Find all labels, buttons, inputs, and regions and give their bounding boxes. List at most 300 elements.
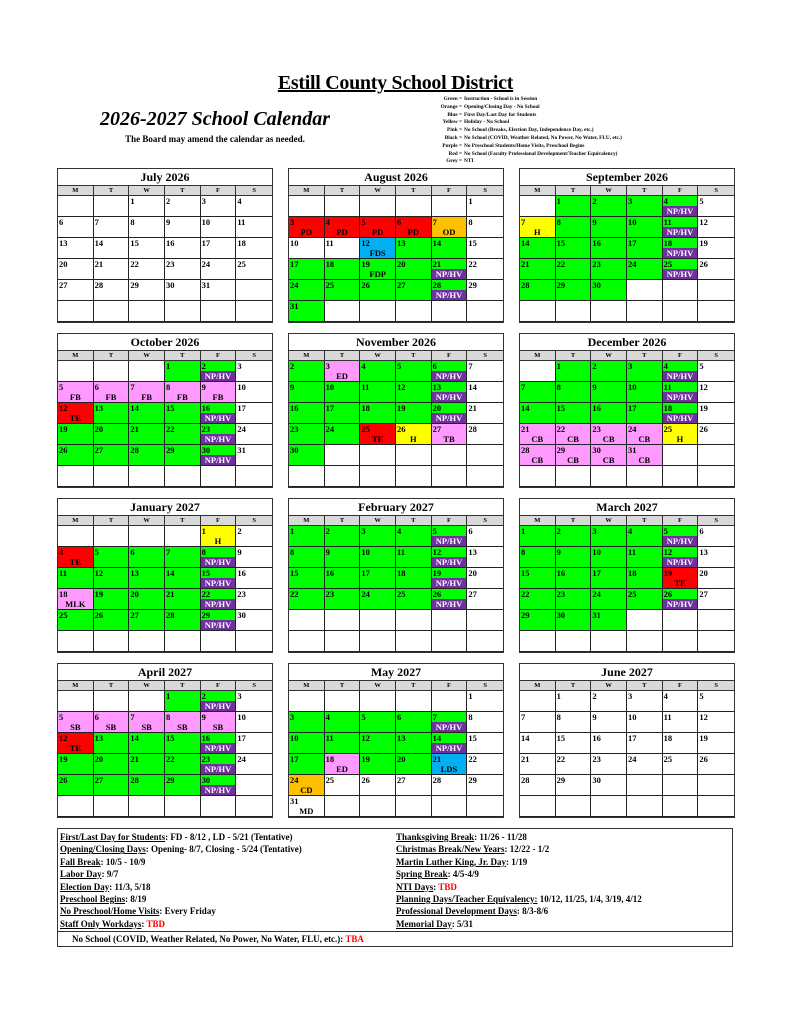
- day-code: CB: [531, 434, 544, 444]
- day-code: FB: [69, 392, 81, 402]
- empty-cell: [520, 301, 556, 322]
- month-title: September 2026: [520, 169, 734, 186]
- month-calendar: [519, 663, 735, 818]
- day-cell: [520, 547, 556, 568]
- day-number: 7: [130, 382, 135, 392]
- day-number: 12: [699, 382, 708, 392]
- key-date-value: : FD - 8/12 , LD - 5/21 (Tentative): [165, 832, 293, 842]
- day-code: FB: [141, 392, 153, 402]
- day-number: 23: [325, 589, 335, 599]
- day-cell: [467, 691, 503, 712]
- key-date-label: Planning Days/Teacher Equivalency:: [396, 893, 538, 904]
- empty-cell: [165, 466, 201, 487]
- day-cell: [360, 403, 396, 424]
- day-code: PD: [371, 227, 384, 237]
- day-number: 28: [521, 445, 530, 455]
- day-number: 20: [432, 403, 442, 413]
- empty-cell: [360, 445, 396, 466]
- empty-cell: [236, 775, 272, 796]
- day-cell: [698, 691, 734, 712]
- day-number: 30: [290, 445, 299, 455]
- empty-cell: [165, 526, 201, 547]
- day-cell: [432, 526, 468, 547]
- empty-cell: [432, 796, 468, 817]
- day-cell: [94, 547, 130, 568]
- key-date-item: [60, 856, 396, 868]
- day-code: NP/HV: [663, 536, 698, 546]
- weekday-header: W: [129, 516, 165, 525]
- day-cell: [360, 733, 396, 754]
- day-cell: [520, 775, 556, 796]
- month-calendar: [57, 168, 273, 323]
- day-number: 21: [94, 259, 104, 269]
- color-legend: [392, 96, 622, 166]
- day-cell: [432, 568, 468, 589]
- day-code: NP/HV: [663, 599, 698, 609]
- day-code: PD: [300, 227, 312, 237]
- day-cell: [58, 568, 94, 589]
- day-code: PD: [407, 227, 419, 237]
- month-title: July 2026: [58, 169, 272, 186]
- day-cell: [591, 403, 627, 424]
- day-cell: [360, 526, 396, 547]
- day-cell: [663, 382, 699, 403]
- day-cell: [289, 382, 325, 403]
- day-number: 4: [361, 361, 366, 371]
- day-number: 28: [130, 445, 139, 455]
- empty-cell: [432, 466, 468, 487]
- day-cell: [698, 382, 734, 403]
- key-date-value: : 9/7: [101, 869, 119, 880]
- weekday-header: S: [714, 352, 718, 359]
- day-cell: [325, 775, 361, 796]
- empty-cell: [520, 796, 556, 817]
- weekday-header: T: [325, 516, 361, 525]
- day-number: 23: [201, 424, 211, 434]
- day-number: 9: [290, 382, 295, 392]
- day-cell: [663, 403, 699, 424]
- legend-meaning: First Day/Last Day for Students: [464, 111, 537, 118]
- empty-cell: [698, 280, 734, 301]
- day-number: 3: [290, 217, 295, 227]
- weekday-header-row: [289, 681, 503, 691]
- day-code: TE: [69, 743, 81, 753]
- day-number: 9: [592, 712, 597, 722]
- day-code: NP/HV: [663, 269, 698, 279]
- day-cell: [129, 775, 165, 796]
- key-date-value: : 8/19: [125, 893, 147, 904]
- day-number: 15: [556, 403, 566, 413]
- day-cell: [663, 526, 699, 547]
- day-number: 24: [290, 280, 299, 290]
- day-cell: [591, 754, 627, 775]
- day-number: 20: [94, 754, 104, 764]
- empty-cell: [556, 796, 592, 817]
- legend-meaning: NTI: [464, 158, 474, 165]
- day-cell: [129, 382, 165, 403]
- day-number: 17: [237, 733, 246, 743]
- empty-cell: [627, 796, 663, 817]
- day-cell: [467, 589, 503, 610]
- month-title: November 2026: [289, 334, 503, 351]
- day-cell: [432, 589, 468, 610]
- day-cell: [58, 610, 94, 631]
- day-cell: [165, 196, 201, 217]
- day-cell: [129, 733, 165, 754]
- day-cell: [627, 691, 663, 712]
- day-code: FB: [212, 392, 224, 402]
- empty-cell: [591, 466, 627, 487]
- day-code: PD: [336, 227, 348, 237]
- day-number: 11: [663, 217, 672, 227]
- weekday-header: F: [663, 351, 699, 360]
- day-cell: [360, 217, 396, 238]
- day-number: 19: [361, 754, 370, 764]
- day-number: 22: [166, 424, 175, 434]
- day-number: 17: [361, 568, 370, 578]
- day-cell: [627, 217, 663, 238]
- day-number: 6: [432, 361, 437, 371]
- day-cell: [432, 712, 468, 733]
- day-cell: [94, 382, 130, 403]
- day-cell: [129, 547, 165, 568]
- day-number: 10: [290, 238, 299, 248]
- day-cell: [591, 775, 627, 796]
- day-cell: [325, 568, 361, 589]
- day-cell: [520, 217, 556, 238]
- empty-cell: [698, 445, 734, 466]
- day-cell: [165, 754, 201, 775]
- key-date-item: [60, 893, 396, 905]
- weekday-header: M: [520, 516, 556, 525]
- day-cell: [432, 733, 468, 754]
- legend-color-name: Grey =: [446, 158, 462, 165]
- day-cell: [396, 217, 432, 238]
- weekday-header: M: [520, 351, 556, 360]
- day-cell: [58, 280, 94, 301]
- empty-cell: [236, 796, 272, 817]
- day-number: 7: [94, 217, 99, 227]
- key-date-label: Thanksgiving Break: [396, 832, 475, 842]
- day-cell: [467, 196, 503, 217]
- empty-cell: [289, 610, 325, 631]
- empty-cell: [627, 610, 663, 631]
- empty-cell: [360, 610, 396, 631]
- day-cell: [236, 691, 272, 712]
- day-cell: [627, 196, 663, 217]
- key-date-item: [60, 831, 396, 843]
- day-number: 19: [432, 568, 442, 578]
- day-cell: [556, 568, 592, 589]
- empty-cell: [325, 301, 361, 322]
- day-cell: [467, 526, 503, 547]
- weekday-header: S: [714, 682, 718, 689]
- day-number: 1: [521, 526, 526, 536]
- weekday-header: T: [94, 681, 130, 690]
- day-number: 10: [628, 382, 637, 392]
- day-number: 5: [94, 547, 99, 557]
- empty-cell: [396, 691, 432, 712]
- empty-cell: [360, 691, 396, 712]
- day-cell: [698, 526, 734, 547]
- day-cell: [201, 361, 237, 382]
- day-cell: [556, 445, 592, 466]
- day-number: 1: [556, 361, 561, 371]
- day-number: 4: [628, 526, 633, 536]
- empty-cell: [396, 631, 432, 652]
- key-date-label: Memorial Day: [396, 918, 452, 929]
- day-cell: [325, 238, 361, 259]
- key-date-label: First/Last Day for Students: [60, 832, 166, 842]
- day-cell: [556, 610, 592, 631]
- day-cell: [129, 610, 165, 631]
- day-cell: [396, 568, 432, 589]
- empty-cell: [663, 796, 699, 817]
- key-date-item: [60, 843, 396, 855]
- empty-cell: [467, 466, 503, 487]
- day-number: 27: [468, 589, 477, 599]
- empty-cell: [94, 526, 130, 547]
- day-cell: [325, 217, 361, 238]
- day-number: 5: [59, 382, 64, 392]
- day-number: 5: [361, 712, 366, 722]
- day-number: 12: [59, 733, 68, 743]
- empty-cell: [201, 796, 237, 817]
- legend-item: [392, 104, 622, 112]
- day-cell: [129, 403, 165, 424]
- day-cell: [520, 445, 556, 466]
- day-number: 26: [699, 259, 708, 269]
- day-cell: [289, 259, 325, 280]
- empty-cell: [663, 610, 699, 631]
- day-number: 14: [130, 403, 139, 413]
- weekday-header: F: [201, 351, 237, 360]
- day-code: NP/HV: [201, 785, 236, 795]
- day-cell: [396, 733, 432, 754]
- day-number: 20: [130, 589, 139, 599]
- day-cell: [520, 733, 556, 754]
- day-cell: [360, 775, 396, 796]
- weekday-header: S: [252, 352, 256, 359]
- day-number: 31: [201, 280, 211, 290]
- weekday-header: W: [129, 681, 165, 690]
- day-number: 11: [663, 712, 672, 722]
- day-cell: [236, 445, 272, 466]
- day-number: 3: [237, 361, 242, 371]
- day-cell: [165, 424, 201, 445]
- empty-cell: [663, 445, 699, 466]
- day-code: NP/HV: [432, 269, 467, 279]
- day-number: 24: [290, 775, 299, 785]
- weekday-header-row: [289, 186, 503, 196]
- weekday-header: S: [483, 517, 487, 524]
- legend-meaning: No School (COVID, Weather Related, No Power, No Water, FLU, etc.): [464, 134, 622, 141]
- legend-item: [392, 151, 622, 159]
- weekday-header-row: [520, 351, 734, 361]
- day-number: 3: [628, 196, 633, 206]
- day-number: 12: [94, 568, 104, 578]
- day-cell: [591, 547, 627, 568]
- day-cell: [289, 733, 325, 754]
- day-code: TE: [69, 557, 81, 567]
- empty-cell: [165, 301, 201, 322]
- day-cell: [556, 547, 592, 568]
- month-grid: [520, 526, 734, 652]
- day-cell: [467, 568, 503, 589]
- empty-cell: [129, 526, 165, 547]
- empty-cell: [556, 631, 592, 652]
- day-number: 22: [201, 589, 211, 599]
- day-code: CB: [602, 434, 615, 444]
- day-code: MD: [299, 806, 314, 816]
- month-title: June 2027: [520, 664, 734, 681]
- weekday-header: T: [627, 351, 663, 360]
- key-date-item: [60, 868, 396, 880]
- weekday-header: T: [556, 186, 592, 195]
- day-cell: [591, 217, 627, 238]
- day-cell: [663, 691, 699, 712]
- day-number: 17: [237, 403, 246, 413]
- day-number: 3: [361, 526, 366, 536]
- day-number: 2: [592, 361, 597, 371]
- day-number: 20: [468, 568, 477, 578]
- weekday-header: M: [289, 516, 325, 525]
- day-code: NP/HV: [201, 743, 236, 753]
- day-cell: [201, 382, 237, 403]
- day-number: 4: [237, 196, 242, 206]
- day-number: 24: [361, 589, 370, 599]
- day-cell: [556, 589, 592, 610]
- weekday-header: T: [165, 186, 201, 195]
- day-number: 15: [556, 733, 566, 743]
- day-number: 13: [94, 733, 104, 743]
- day-number: 3: [201, 196, 206, 206]
- day-number: 30: [201, 445, 211, 455]
- no-school-value: TBA: [345, 934, 364, 945]
- day-number: 21: [521, 259, 530, 269]
- day-cell: [58, 733, 94, 754]
- day-cell: [236, 568, 272, 589]
- day-number: 11: [397, 547, 406, 557]
- day-cell: [58, 712, 94, 733]
- empty-cell: [627, 280, 663, 301]
- key-date-value: TBD: [146, 918, 165, 929]
- day-cell: [201, 712, 237, 733]
- key-date-item: NTI Days: TBD: [396, 881, 457, 892]
- day-code: NP/HV: [432, 557, 467, 567]
- day-cell: [698, 361, 734, 382]
- empty-cell: [698, 466, 734, 487]
- day-cell: [236, 733, 272, 754]
- day-cell: [627, 547, 663, 568]
- empty-cell: [467, 631, 503, 652]
- day-cell: [556, 424, 592, 445]
- day-code: NP/HV: [432, 578, 467, 588]
- weekday-header: T: [94, 351, 130, 360]
- weekday-header-row: [58, 186, 272, 196]
- day-number: 5: [699, 196, 704, 206]
- day-cell: [663, 361, 699, 382]
- legend-color-name: Orange =: [440, 103, 462, 110]
- day-cell: [591, 424, 627, 445]
- key-date-value: : 10/5 - 10/9: [100, 856, 146, 867]
- day-number: 8: [166, 712, 171, 722]
- day-number: 17: [628, 733, 637, 743]
- weekday-header: F: [201, 516, 237, 525]
- day-number: 27: [432, 424, 442, 434]
- day-cell: [165, 589, 201, 610]
- day-cell: [289, 589, 325, 610]
- day-number: 3: [592, 526, 597, 536]
- legend-item: [392, 143, 622, 151]
- day-number: 15: [290, 568, 299, 578]
- day-number: 15: [201, 568, 211, 578]
- day-number: 11: [361, 382, 370, 392]
- day-cell: [129, 259, 165, 280]
- day-cell: [165, 733, 201, 754]
- empty-cell: [201, 466, 237, 487]
- day-number: 8: [556, 712, 561, 722]
- day-cell: [698, 196, 734, 217]
- empty-cell: [591, 301, 627, 322]
- empty-cell: [698, 796, 734, 817]
- day-code: FB: [176, 392, 188, 402]
- day-cell: [627, 733, 663, 754]
- legend-color-name: Black =: [444, 134, 462, 141]
- day-cell: [236, 403, 272, 424]
- day-number: 31: [628, 445, 637, 455]
- day-number: 22: [290, 589, 299, 599]
- empty-cell: [520, 196, 556, 217]
- day-cell: [325, 589, 361, 610]
- day-cell: [396, 589, 432, 610]
- day-cell: [236, 238, 272, 259]
- weekday-header: S: [714, 517, 718, 524]
- day-cell: [591, 589, 627, 610]
- empty-cell: [325, 196, 361, 217]
- day-cell: [94, 754, 130, 775]
- day-cell: [94, 775, 130, 796]
- day-cell: [396, 526, 432, 547]
- day-number: 14: [521, 238, 530, 248]
- legend-meaning: No School (Faculty Professional Development/Teacher Equivalency): [464, 150, 618, 157]
- day-code: NP/HV: [663, 557, 698, 567]
- key-date-value: : 11/26 - 11/28: [474, 832, 527, 842]
- day-cell: [360, 382, 396, 403]
- day-number: 8: [468, 712, 473, 722]
- empty-cell: [432, 196, 468, 217]
- day-number: 19: [361, 259, 370, 269]
- day-cell: [556, 196, 592, 217]
- day-cell: [432, 775, 468, 796]
- day-cell: [325, 382, 361, 403]
- day-cell: [698, 424, 734, 445]
- day-code: TE: [674, 578, 686, 588]
- day-number: 7: [432, 217, 437, 227]
- day-code: NP/HV: [432, 371, 467, 381]
- day-number: 7: [166, 547, 171, 557]
- day-number: 11: [628, 547, 637, 557]
- day-cell: [591, 361, 627, 382]
- day-number: 16: [166, 238, 175, 248]
- day-number: 29: [166, 445, 175, 455]
- empty-cell: [94, 196, 130, 217]
- day-code: NP/HV: [201, 701, 236, 711]
- day-cell: [360, 238, 396, 259]
- day-number: 5: [361, 217, 366, 227]
- day-number: 14: [521, 403, 530, 413]
- day-cell: [236, 526, 272, 547]
